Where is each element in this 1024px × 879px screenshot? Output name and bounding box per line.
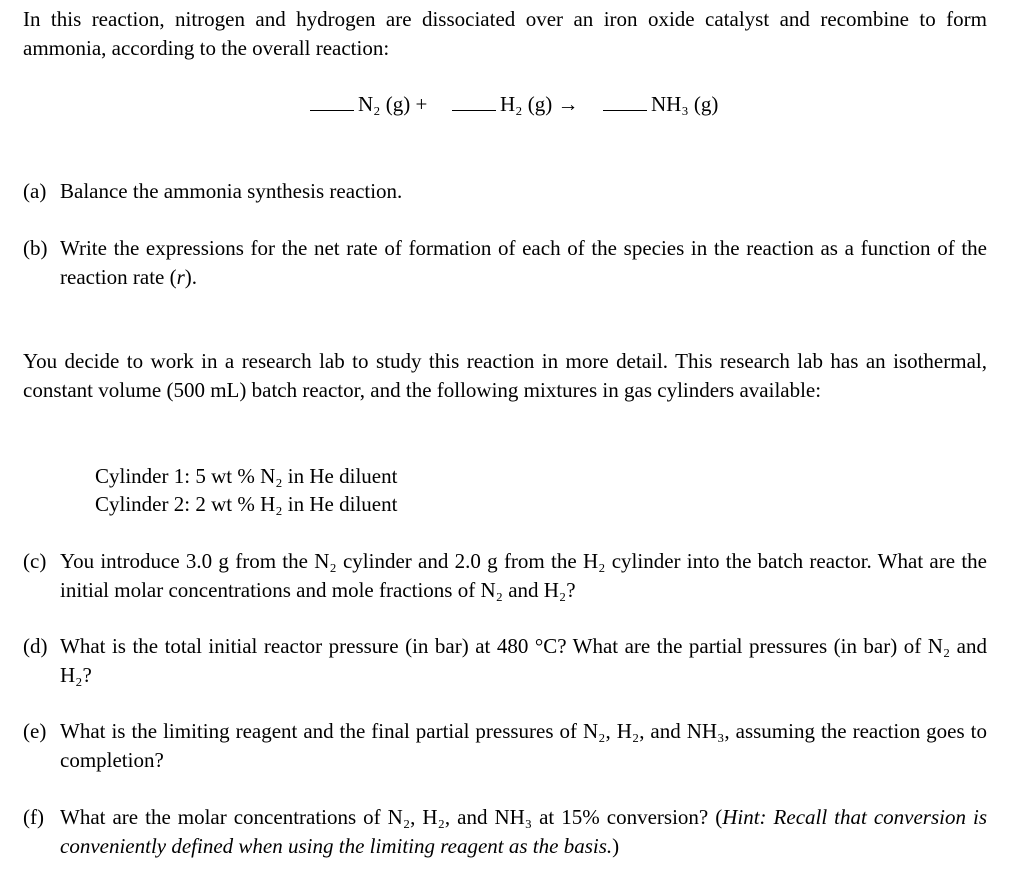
question-label: (e) (23, 719, 47, 743)
question-label: (a) (23, 179, 47, 203)
question-label: (b) (23, 236, 48, 260)
equation-term-n2: N₂ (g) + (310, 91, 427, 117)
cylinder-list (95, 462, 397, 518)
question-c (23, 547, 987, 605)
question-f (23, 803, 987, 861)
hint-text: Hint: Recall that conversion is conveniently defined when using the limiting reagent as the basis. (60, 805, 987, 858)
question-d (23, 632, 987, 690)
question-label: (d) (23, 634, 48, 658)
question-e (23, 717, 987, 775)
question-text: What is the limiting reagent and the final partial pressures of N₂, H₂, and NH₃, assuming the reaction goes to completion? (60, 719, 987, 772)
coefficient-blank-n2 (310, 91, 354, 111)
cylinder-2: Cylinder 2: 2 wt % H₂ in He diluent (95, 492, 398, 516)
question-a (23, 177, 987, 206)
question-label: (c) (23, 549, 47, 573)
equation-term-h2: H₂ (g) → (452, 91, 578, 117)
question-text: What are the molar concentrations of N₂, H₂, and NH₃ at 15% conversion? (Hint: Recall that conversion is conveniently defined when using the limiting reagent as the basis.) (60, 805, 987, 858)
question-b (23, 234, 987, 292)
question-text: What is the total initial reactor pressure (in bar) at 480 °C? What are the partial pressures (in bar) of N₂ and H₂? (60, 634, 987, 687)
question-label: (f) (23, 805, 44, 829)
question-text: You introduce 3.0 g from the N₂ cylinder and 2.0 g from the H₂ cylinder into the batch reactor. What are the initial molar concentrations and mole fractions of N₂ and H₂? (60, 549, 987, 602)
equation-term-nh3: NH₃ (g) (603, 91, 718, 117)
cylinder-1: Cylinder 1: 5 wt % N₂ in He diluent (95, 464, 398, 488)
question-text: Write the expressions for the net rate of formation of each of the species in the reaction as a function of the reaction rate (r). (60, 236, 987, 289)
intro-paragraph: In this reaction, nitrogen and hydrogen are dissociated over an iron oxide catalyst and recombine to form ammonia, according to the overall reaction: (23, 7, 987, 60)
coefficient-blank-h2 (452, 91, 496, 111)
question-text: Balance the ammonia synthesis reaction. (60, 179, 403, 203)
coefficient-blank-nh3 (603, 91, 647, 111)
lab-paragraph: You decide to work in a research lab to study this reaction in more detail. This research lab has an isothermal, constant volume (500 mL) batch reactor, and the following mixtures in gas cylinders available: (23, 349, 987, 402)
